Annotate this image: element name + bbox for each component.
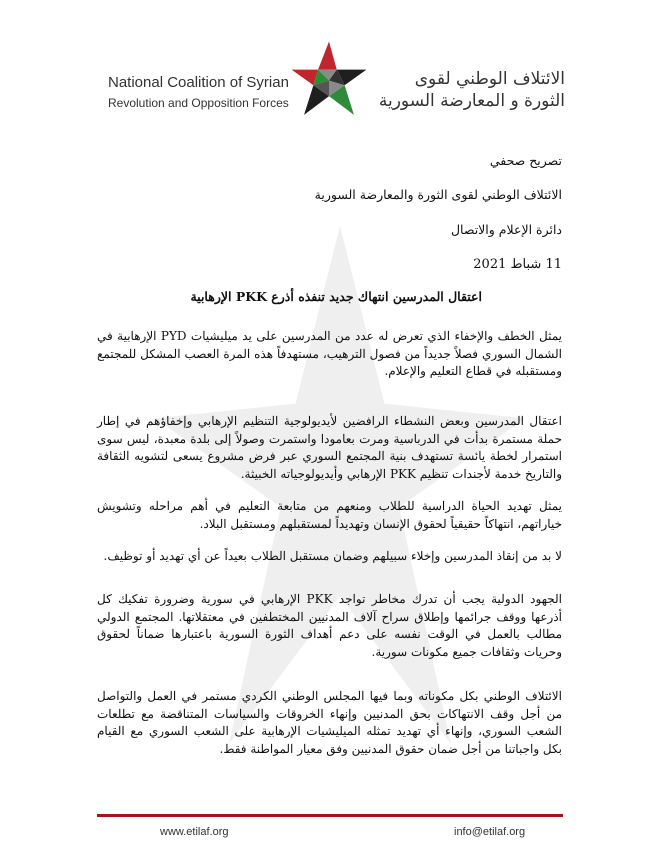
letterhead bbox=[0, 0, 664, 130]
document-type: تصريح صحفي bbox=[489, 153, 562, 168]
paragraph-5: الجهود الدولية يجب أن تدرك مخاطر تواجد PKK الإرهابي في سورية وضرورة تفكيك كل أذرعها ووقف جرائمها وإطلاق سراح آلاف المدنيين المختطفين في معتقلاتها. المجتمع الدولي مطالب بالعمل في الوقت نفسه على دعم أهداف الثورة السورية باعتبارها ضماناً لحقوق وحريات وثقافات جميع مكونات سورية. bbox=[97, 592, 562, 659]
footer-email-link[interactable]: info@etilaf.org bbox=[454, 826, 526, 838]
paragraph-3: يمثل تهديد الحياة الدراسية للطلاب ومنعهم من متابعة التعليم في أهم مراحله وتشويش خياراتهم، انتهاكاً حقيقياً لحقوق الإنسان وتهديداً لمستقبلهم ومستقبل البلاد. bbox=[97, 499, 562, 531]
paragraph-4: لا بد من إنقاذ المدرسين وإخلاء سبيلهم وضمان مستقبل الطلاب بعيداً عن أي تهديد أو توظيف. bbox=[103, 549, 562, 563]
release-date: 11 شباط 2021 bbox=[473, 257, 562, 272]
footer-website-link[interactable]: www.etilaf.org bbox=[160, 826, 229, 838]
paragraph-2: اعتقال المدرسين وبعض النشطاء الرافضين لأيديولوجية التنظيم الإرهابي وإخفاؤهم في إطار حملة مستمرة بدأت في الدرباسية ومرت بعامودا واستمرت وصولاً إلى بلدة معبدة، ليس سوى استمرار لخطة يائسة تستهدف بنية المجتمع السوري عبر فرض مشروع يسعى لتشويه الثقافة والتاريخ خدمة لأجندات تنظيم PKK الإرهابي وأيديولوجياته الخبيثة. bbox=[97, 414, 562, 481]
org-name-arabic-line2: الثورة و المعارضة السورية bbox=[378, 91, 565, 111]
org-name-arabic-line1: الائتلاف الوطني لقوى bbox=[414, 69, 565, 89]
paragraph-1: يمثل الخطف والإخفاء الذي تعرض له عدد من المدرسين على يد ميليشيات PYD الإرهابية في الشمال السوري فصلاً جديداً من فصول الترهيب، مستهدفاً هذه المرة العصب المشكل للمجتمع ومستقبله في قطاع التعليم والإعلام. bbox=[97, 329, 562, 378]
press-release-title: اعتقال المدرسين انتهاك جديد تنفذه أذرع PKK الإرهابية bbox=[190, 289, 482, 304]
star-logo-icon bbox=[290, 40, 368, 118]
paragraph-6: الائتلاف الوطني بكل مكوناته وبما فيها المجلس الوطني الكردي مستمر في العمل والتواصل من أجل وقف الانتهاكات بحق المدنيين وإنهاء الخروقات والسياسات المتناقضة مع تطلعات الشعب السوري، وإنهاء أي تهديد تمثله الميليشيات الإرهابية على الشعب السوري مع القيام بكل واجباتنا من أجل ضمان حقوق المدنيين وفق معيار المواطنة فقط. bbox=[97, 689, 562, 756]
org-name-english-line2: Revolution and Opposition Forces bbox=[108, 96, 289, 110]
issuing-organization: الائتلاف الوطني لقوى الثورة والمعارضة السورية bbox=[314, 187, 562, 202]
org-name-english bbox=[108, 74, 289, 112]
footer-divider bbox=[97, 814, 563, 817]
issuing-department: دائرة الإعلام والاتصال bbox=[450, 222, 562, 237]
org-name-english-line1: National Coalition of Syrian bbox=[108, 74, 289, 91]
org-name-arabic bbox=[375, 68, 565, 112]
